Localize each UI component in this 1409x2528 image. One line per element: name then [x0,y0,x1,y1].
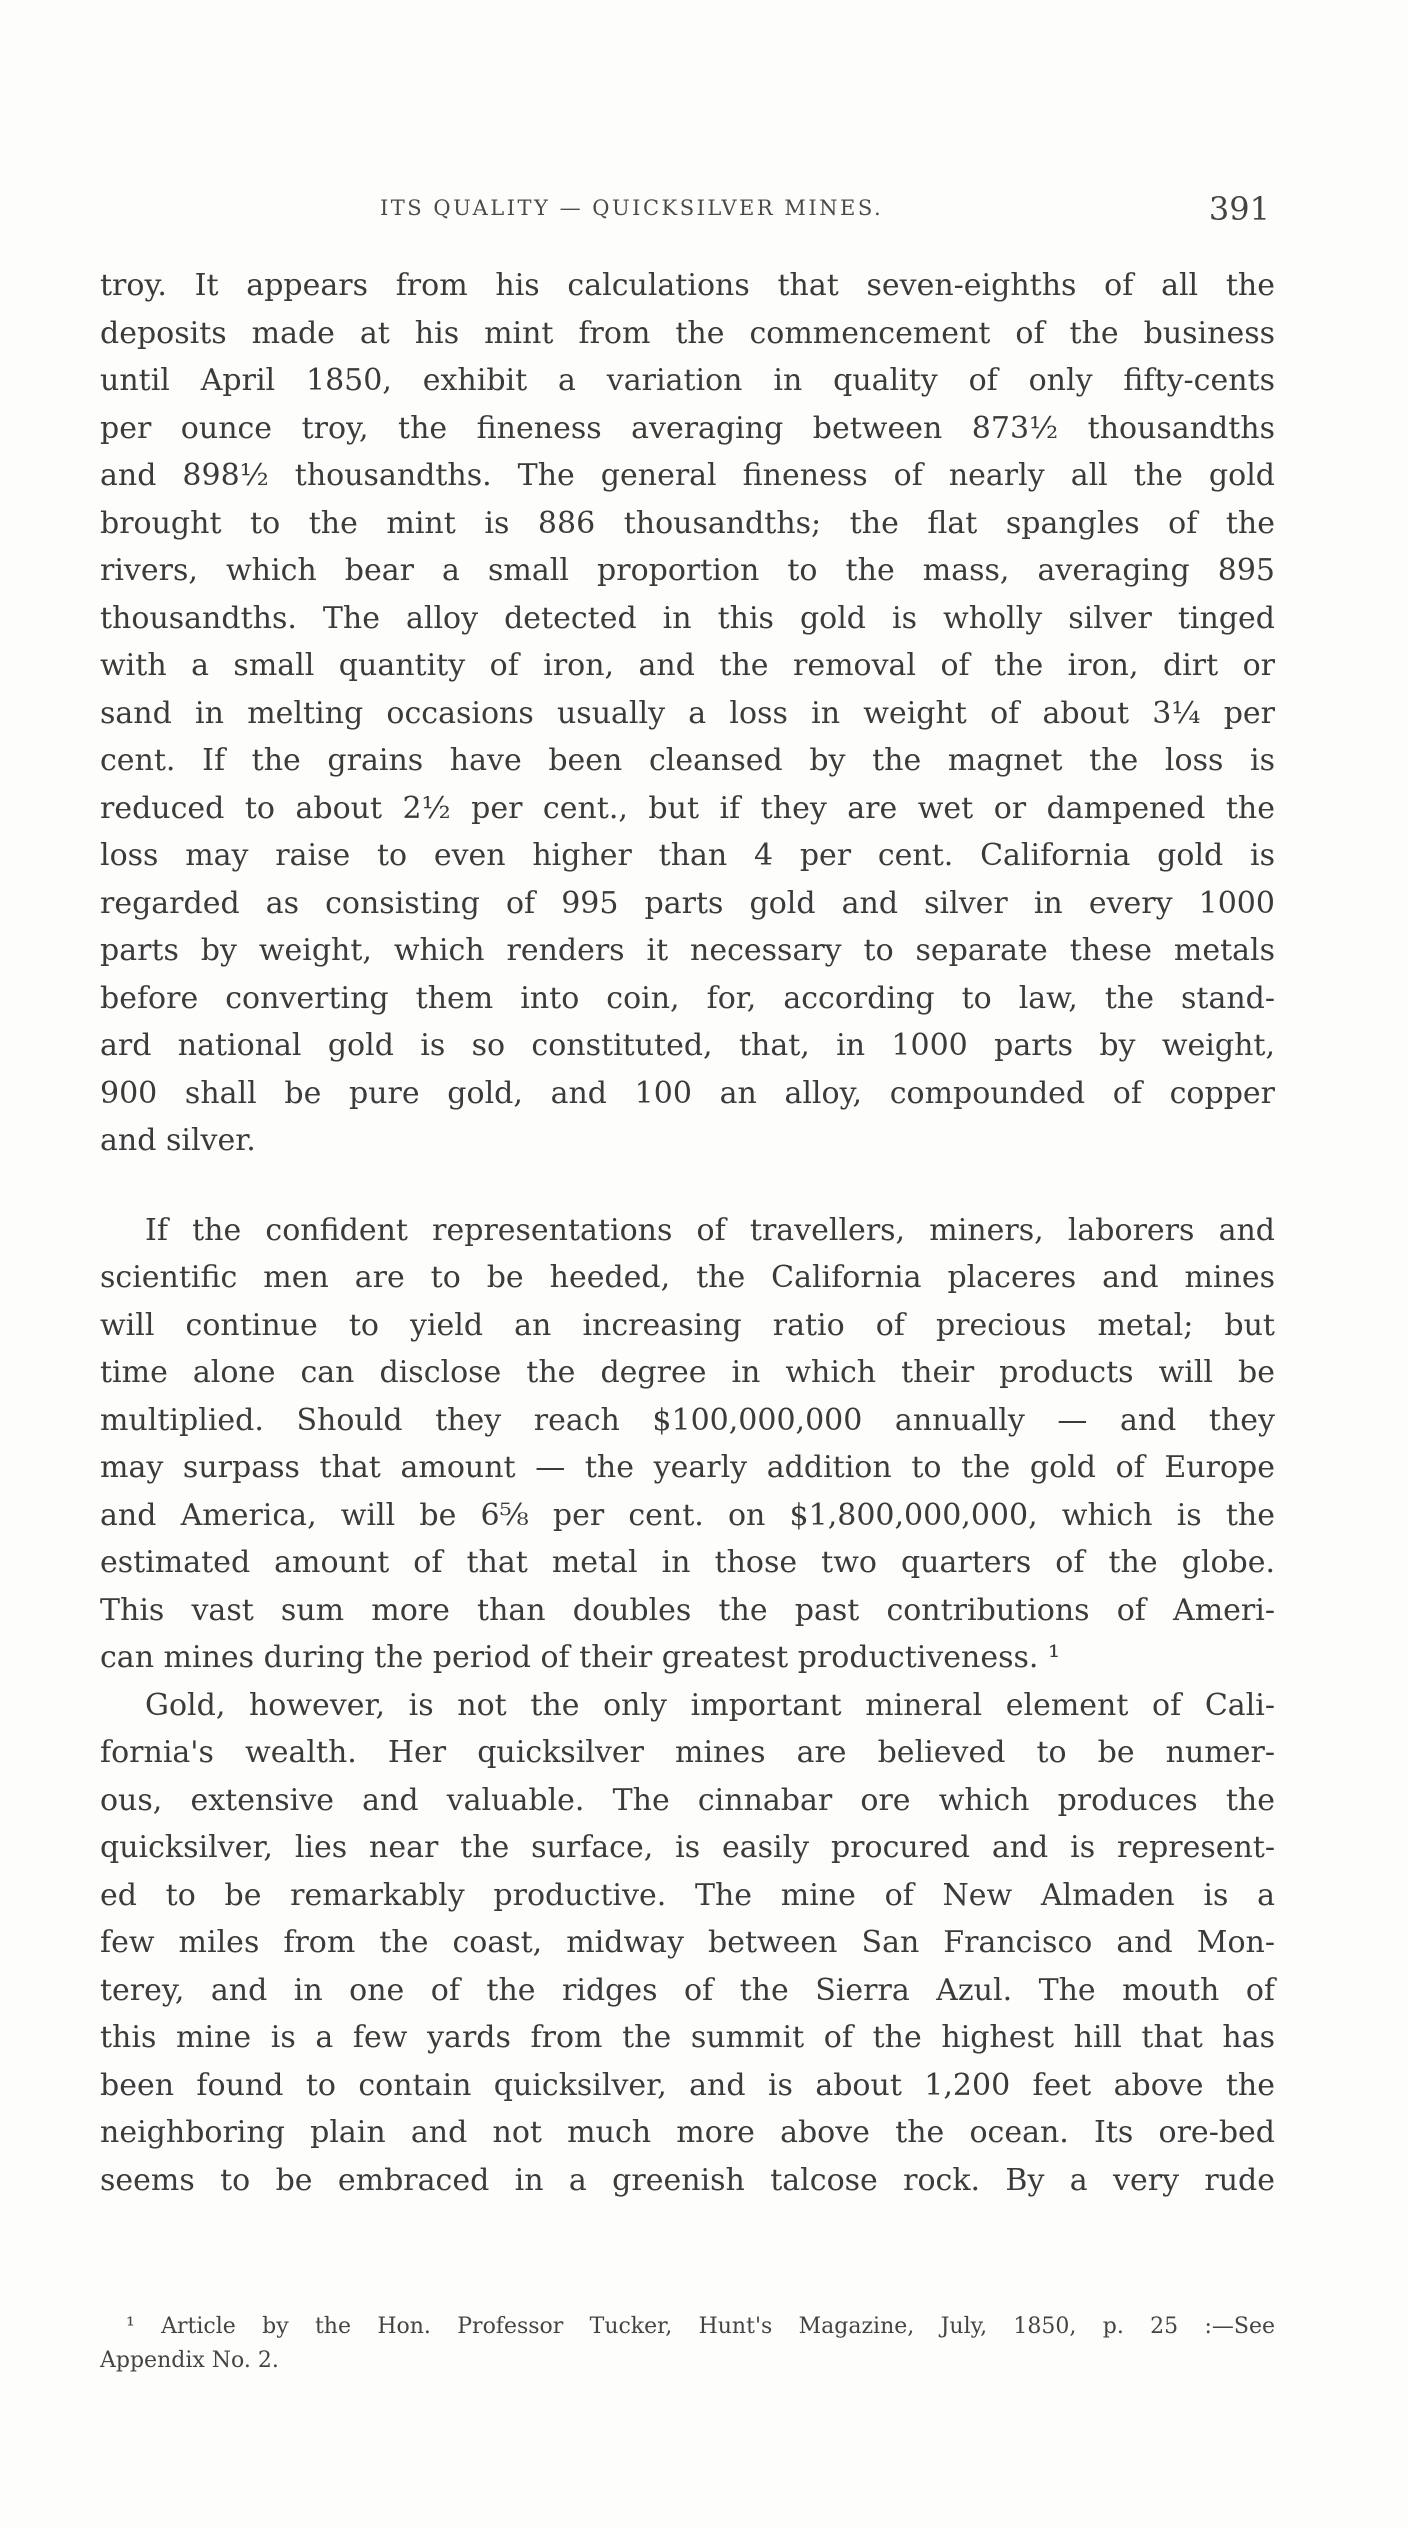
text-line: estimated amount of that metal in those two quarters of the globe. [100,1545,1275,1580]
paragraph-spacer [100,1165,1275,1207]
text-line: troy. It appears from his calculations that seven-eighths of all the [100,268,1275,303]
text-line: and silver. [100,1123,256,1158]
page-number: 391 [1208,190,1270,228]
text-line: parts by weight, which renders it necessary to separate these metals [100,933,1275,968]
footnote-line: Appendix No. 2. [100,2348,279,2373]
text-line: can mines during the period of their greatest productiveness. ¹ [100,1640,1061,1675]
text-line: brought to the mint is 886 thousandths; the flat spangles of the [100,505,1275,541]
running-head: ITS QUALITY — QUICKSILVER MINES. [380,196,884,220]
text-line: been found to contain quicksilver, and is about 1,200 feet above the [100,2067,1275,2103]
text-line: sand in melting occasions usually a loss in weight of about 3¼ per [100,695,1275,731]
text-line: 900 shall be pure gold, and 100 an alloy, compounded of copper [100,1075,1275,1111]
text-line: will continue to yield an increasing ratio of precious metal; but [100,1307,1275,1343]
text-line: regarded as consisting of 995 parts gold and silver in every 1000 [100,885,1275,921]
text-line: few miles from the coast, midway between San Francisco and Mon- [100,1925,1275,1960]
text-line: Gold, however, is not the only important mineral element of Cali- [145,1687,1275,1723]
paragraph-2 [100,1207,1275,1682]
text-line: seems to be embraced in a greenish talcose rock. By a very rude [100,2162,1275,2198]
text-line: multiplied. Should they reach $100,000,000 annually — and they [100,1402,1275,1438]
text-line: fornia's wealth. Her quicksilver mines are believed to be numer- [100,1735,1275,1770]
text-line: loss may raise to even higher than 4 per cent. California gold is [100,838,1275,873]
footnote [100,2310,1275,2378]
text-line: terey, and in one of the ridges of the Sierra Azul. The mouth of [100,1972,1275,2008]
text-line: and America, will be 6⅝ per cent. on $1,800,000,000, which is the [100,1497,1275,1533]
text-line: ed to be remarkably productive. The mine of New Almaden is a [100,1877,1275,1913]
text-line: and 898½ thousandths. The general fineness of nearly all the gold [100,458,1275,493]
text-line: ous, extensive and valuable. The cinnabar ore which produces the [100,1782,1275,1818]
text-line: this mine is a few yards from the summit of the highest hill that has [100,2020,1275,2055]
text-line: per ounce troy, the fineness averaging between 873½ thousandths [100,410,1275,446]
text-line: reduced to about 2½ per cent., but if they are wet or dampened the [100,790,1275,826]
paragraph-3 [100,1682,1275,2205]
text-line: rivers, which bear a small proportion to the mass, averaging 895 [100,553,1275,588]
text-line: If the confident representations of travellers, miners, laborers and [145,1212,1275,1248]
paragraph-1 [100,262,1275,1165]
text-line: may surpass that amount — the yearly addition to the gold of Europe [100,1450,1275,1485]
text-line: quicksilver, lies near the surface, is easily procured and is represent- [100,1830,1275,1865]
text-line: until April 1850, exhibit a variation in quality of only fifty-cents [100,363,1275,398]
text-line: time alone can disclose the degree in which their products will be [100,1355,1275,1390]
text-line: This vast sum more than doubles the past contributions of Ameri- [100,1592,1275,1628]
text-line: deposits made at his mint from the commencement of the business [100,315,1275,351]
page-header [100,190,1270,236]
text-line: with a small quantity of iron, and the removal of the iron, dirt or [100,648,1275,683]
text-line: neighboring plain and not much more above the ocean. Its ore-bed [100,2115,1275,2150]
text-line: ard national gold is so constituted, that, in 1000 parts by weight, [100,1028,1275,1063]
text-line: before converting them into coin, for, according to law, the stand- [100,980,1275,1016]
text-line: cent. If the grains have been cleansed by the magnet the loss is [100,743,1275,778]
body-text [100,262,1275,2204]
text-line: thousandths. The alloy detected in this gold is wholly silver tinged [100,600,1275,636]
footnote-line: ¹ Article by the Hon. Professor Tucker, Hunt's Magazine, July, 1850, p. 25 :—See [126,2314,1275,2339]
text-line: scientific men are to be heeded, the California placeres and mines [100,1260,1275,1295]
